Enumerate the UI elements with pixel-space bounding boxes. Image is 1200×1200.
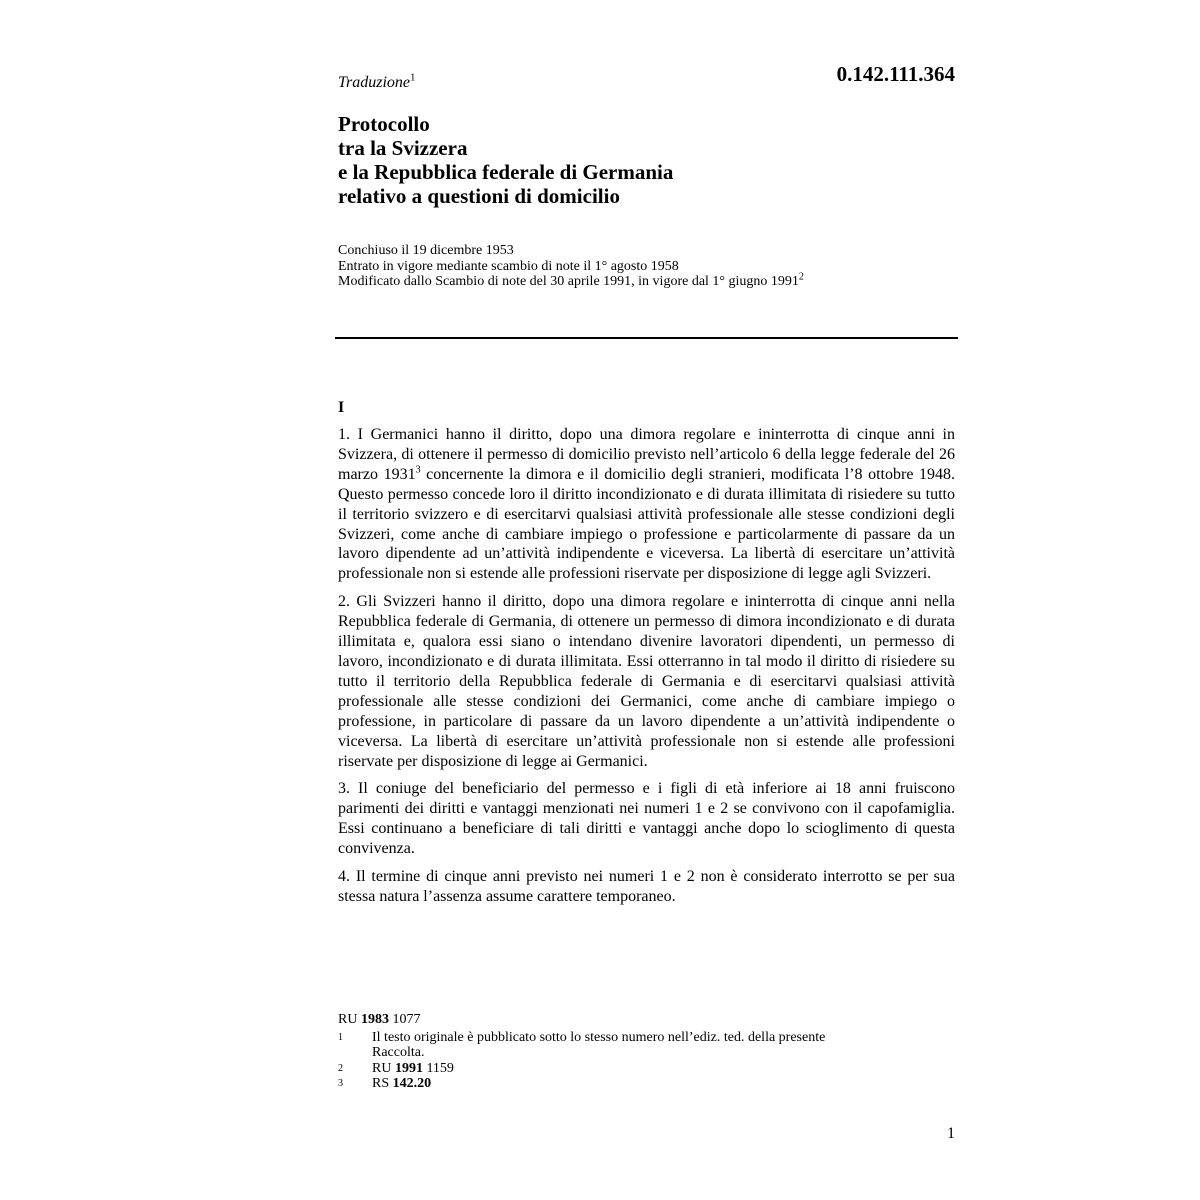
- section-body: [338, 425, 955, 915]
- footnote-ref-2[interactable]: 2: [798, 271, 804, 283]
- paragraph-1-text-b: concernente la dimora e il domicilio degli stranieri, modificata l’8 ottobre 1948. Questo permesso concede loro il diritto incondizionato e di durata illimitata di risiedere su tutto il territorio svizzero e di esercitarvi qualsiasi attività professionale alle stesse condizioni degli Svizzeri, come anche di cambiare impiego o professione e particolarmente di passare da un lavoro dipendente ad un’attività indipendente e viceversa. La libertà di esercitare un’attività professionale non si estende alle professioni riservate per disposizione di legge agli Svizzeri.: [338, 465, 956, 583]
- footnote-prefix: RS: [372, 1076, 390, 1091]
- ru-prefix: RU: [338, 1012, 358, 1027]
- paragraph-3: 3. Il coniuge del beneficiario del permesso e i figli di età inferiore ai 18 anni fruiscono parimenti dei diritti e vantaggi menzionati nei numeri 1 e 2 se convivono con il capofamiglia. Essi continuano a beneficiare di tali diritti e vantaggi anche dopo lo scioglimento di questa convivenza.: [338, 780, 955, 858]
- ru-year: 1983: [360, 1012, 389, 1027]
- footnote-text: Il testo originale è pubblicato sotto lo stesso numero nell’ediz. ted. della presente Raccolta.: [372, 1029, 826, 1060]
- footnote-item: [338, 1061, 842, 1077]
- ru-reference: [338, 1012, 842, 1028]
- page-number: 1: [947, 1125, 955, 1142]
- document-title: [338, 112, 673, 208]
- concluded-date: Conchiuso il 19 dicembre 1953: [338, 243, 514, 258]
- footnote-ref-3[interactable]: 3: [415, 464, 421, 476]
- footnote-item: [338, 1030, 842, 1061]
- footnote-number: 3: [338, 1078, 343, 1089]
- footnote-suffix: 1159: [426, 1060, 454, 1076]
- title-line: Protocollo: [338, 112, 430, 136]
- paragraph-4: 4. Il termine di cinque anni previsto nei numeri 1 e 2 non è considerato interrotto se per sua stessa natura l’assenza assume carattere temporaneo.: [338, 868, 955, 905]
- paragraph-1-text-a: 1. I Germanici hanno il diritto, dopo una dimora regolare e ininterrotta di cinque anni in Svizzera, di ottenere il permesso di domicilio previsto nell’articolo 6 della legge federale del 26 marzo 1931: [338, 426, 955, 483]
- footnote-text: [372, 1076, 431, 1092]
- paragraph-2: 2. Gli Svizzeri hanno il diritto, dopo una dimora regolare e ininterrotta di cinque anni nella Repubblica federale di Germania, di ottenere un permesso di dimora incondizionato e di durata illimitata e, qualora essi siano o intendano divenire lavoratori dipendenti, un permesso di lavoro, incondizionato e di durata illimitata. Essi otterranno in tal modo il diritto di risiedere su tutto il territorio della Repubblica federale di Germania e di esercitarvi qualsiasi attività professionale alle stesse condizioni dei Germanici, come anche di cambiare impiego o professione, in particolare di passare da un lavoro dipendente a un’attività indipendente o viceversa. La libertà di esercitare un’attività professionale non si estende alle professioni riservate per disposizione di legge ai Germanici.: [338, 593, 955, 770]
- document-number: 0.142.111.364: [836, 62, 955, 86]
- document-metadata: [338, 243, 804, 290]
- translation-label-text: Traduzione: [338, 74, 411, 91]
- ru-page: 1077: [392, 1012, 421, 1027]
- title-line: relativo a questioni di domicilio: [338, 184, 620, 208]
- section-heading: I: [338, 399, 345, 416]
- modification-text: Modificato dallo Scambio di note del 30 aprile 1991, in vigore dal 1° giugno 1991: [338, 274, 799, 289]
- title-line: tra la Svizzera: [338, 136, 468, 160]
- paragraph-1: [338, 425, 955, 584]
- footnote-bold: 1991: [394, 1060, 423, 1076]
- footnote-item: [338, 1076, 842, 1092]
- modification-note: [338, 271, 804, 290]
- title-line: e la Repubblica federale di Germania: [338, 160, 674, 184]
- entry-into-force: Entrato in vigore mediante scambio di note il 1° agosto 1958: [338, 258, 679, 274]
- translation-label: [338, 71, 416, 92]
- footnote-prefix: RU: [372, 1060, 392, 1076]
- footnote-number: 1: [338, 1031, 343, 1043]
- footnote-bold: 142.20: [392, 1076, 432, 1091]
- header-divider: [335, 337, 958, 339]
- footnote-text: [372, 1061, 454, 1077]
- footnote-number: 2: [338, 1062, 343, 1074]
- footnote-ref-1[interactable]: 1: [410, 71, 416, 84]
- footnotes: [338, 1012, 842, 1092]
